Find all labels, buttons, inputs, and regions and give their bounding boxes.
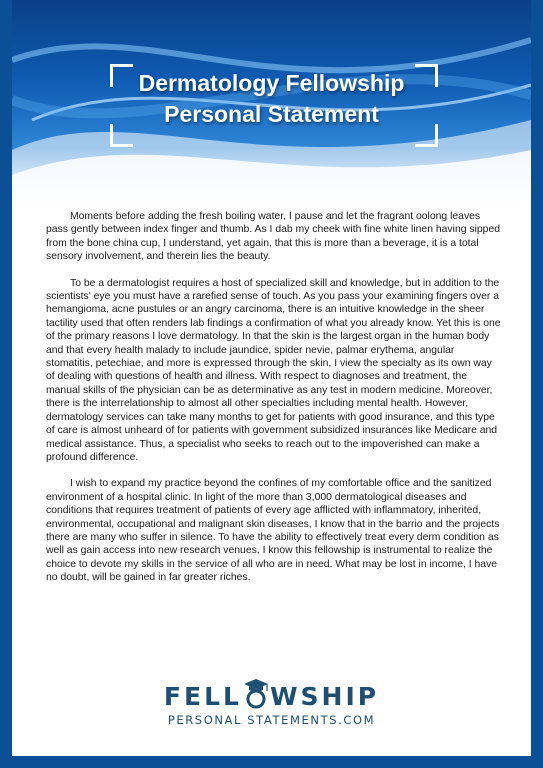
brand-logo: [12, 683, 531, 727]
paragraph-1: Moments before adding the fresh boiling water, I pause and let the fragrant oolong leaves pass gently between index finger and thumb. As I dab my cheek with fine white linen having sipped from the bone china cup, I understand, yet again, that this is more than a beverage, it is a total sensory involvement, and therein lies the beauty.: [46, 211, 501, 263]
title-line-1: Dermatology Fellowship: [138, 70, 405, 96]
page-title: [12, 68, 531, 130]
document-page: [12, 0, 531, 756]
paragraph-2: To be a dermatologist requires a host of specialized skill and knowledge, but in addition to the scientists' eye you must have a rarefied sense of touch. As you pass your examining fingers over a hemangioma, acne pustules or an angry carcinoma, there is an intuitive knowledge in the sheer tactility used that often renders lab findings a confirmation of what you already know. Yet this is one of the primary reasons I love dermatology. In that the skin is the largest organ in the human body and that every health malady to include jaundice, spider nevie, palmar erythema, angular stomatitis, petechiae, and more is expressed through the skin, I view the specialty as its own way of dealing with questions of health and illness. With respect to diagnoses and treatment, the manual skills of the physician can be as determinative as any test in modern medicine. Moreover, there is the interrelationship to almost all other specialties including mental health. However, dermatology services can take many months to get for patients with good insurance, and this type of care is almost unheard of for patients with government subsidized insurances like Medicare and medical assistance. Thus, a specialist who seeks to reach out to the impoverished can make a profound difference.: [46, 277, 501, 463]
header-banner: [12, 0, 531, 205]
logo-subtitle: PERSONAL STATEMENTS.COM: [167, 713, 376, 727]
statement-body: [46, 210, 501, 598]
logo-text-part-1: FELL: [163, 682, 242, 711]
graduation-cap-icon: [243, 685, 269, 709]
paragraph-3: I wish to expand my practice beyond the confines of my comfortable office and the sanitized environment of a hospital clinic. In light of the more than 3,000 dermatological diseases and conditions that requires treatment of patients of every age afflicted with inflammatory, inherited, environmental, occupational and malignant skin diseases, I know that in the barrio and the projects there are many who suffer in silence. To have the ability to effectively treat every derm condition as well as gain access into new research venues, I know this fellowship is instrumental to realize the choice to devote my skills in the service of all who are in need. What may be lost in income, I have no doubt, will be gained in far greater riches.: [46, 478, 500, 584]
logo-wordmark: [164, 683, 379, 711]
logo-text-part-2: WSHIP: [269, 682, 380, 711]
title-line-2: Personal Statement: [164, 101, 379, 127]
